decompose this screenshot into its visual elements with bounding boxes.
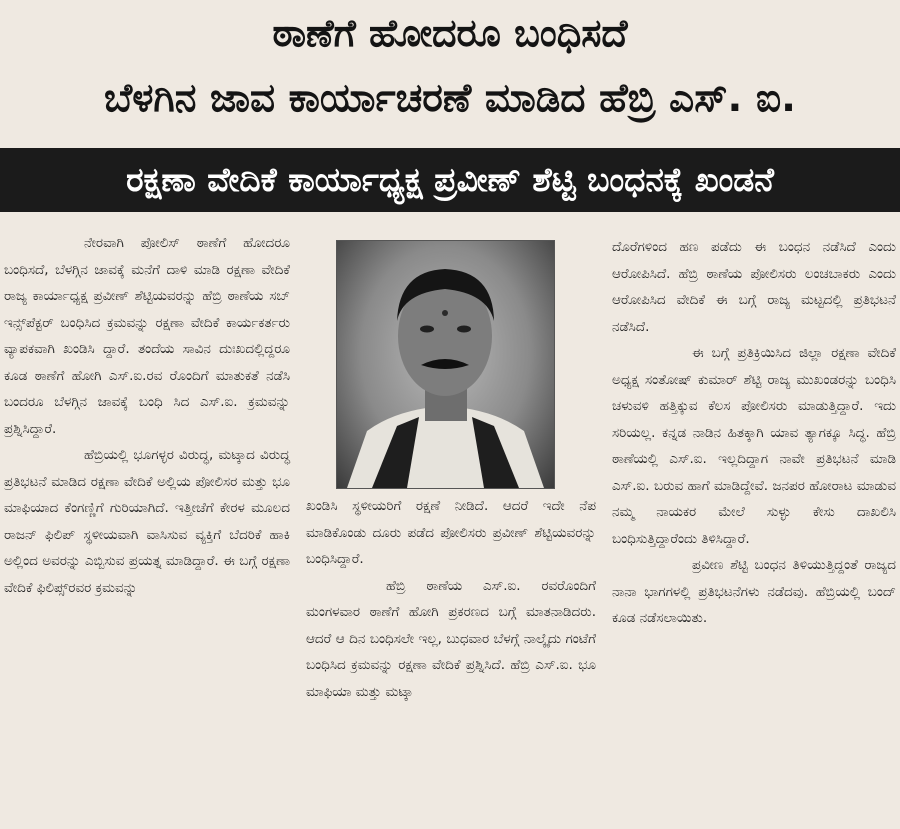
paragraph: ಈ ಬಗ್ಗೆ ಪ್ರತಿಕ್ರಿಯಿಸಿದ ಜಿಲ್ಲಾ ರಕ್ಷಣಾ ವೇದಿಕೆ ಅಧ್ಯಕ್ಷ ಸಂತೋಷ್ ಕುಮಾರ್ ಶೆಟ್ಟಿ ರಾಜ್ಯ ಮುಖಂಡರನ್ನು ಬಂಧಿಸಿ ಚಳುವಳಿ ಹತ್ತಿಕ್ಕುವ ಕೆಲಸ ಪೋಲಿಸರು ಮಾಡುತ್ತಿದ್ದಾರೆ. ಇದು ಸರಿಯಲ್ಲ. ಕನ್ನಡ ನಾಡಿನ ಹಿತಕ್ಕಾಗಿ ಯಾವ ತ್ಯಾಗಕ್ಕೂ ಸಿದ್ಧ. ಹೆಬ್ರಿ ಠಾಣೆಯಲ್ಲಿ ಎಸ್.ಐ. ಇಲ್ಲದಿದ್ದಾಗ ನಾವೇ ಪ್ರತಿಭಟನೆ ಮಾಡಿ ಎಸ್.ಐ. ಬರುವ ಹಾಗೆ ಮಾಡಿದ್ದೇವೆ. ಜನಪರ ಹೋರಾಟ ಮಾಡುವ ನಮ್ಮ ನಾಯಕರ ಮೇಲೆ ಸುಳ್ಳು ಕೇಸು ದಾಖಲಿಸಿ ಬಂಧಿಸುತ್ತಿದ್ದಾರೆಂದು ತಿಳಿಸಿದ್ದಾರೆ. bbox=[612, 345, 896, 547]
headline-line-1: ಠಾಣೆಗೆ ಹೋದರೂ ಬಂಧಿಸದೆ bbox=[272, 11, 628, 55]
portrait-illustration bbox=[337, 241, 554, 488]
headline-line-2: ಬೆಳಗಿನ ಜಾವ ಕಾರ್ಯಾಚರಣೆ ಮಾಡಿದ ಹೆಬ್ರಿ ಎಸ್. ಐ. bbox=[104, 76, 796, 121]
portrait-photo bbox=[336, 240, 555, 489]
paragraph: ಪ್ರವೀಣ ಶೆಟ್ಟಿ ಬಂಧನ ತಿಳಿಯುತ್ತಿದ್ದಂತೆ ರಾಜ್ಯದ ನಾನಾ ಭಾಗಗಳಲ್ಲಿ ಪ್ರತಿಭಟನೆಗಳು ನಡೆದವು. ಹೆಬ್ರಿಯಲ್ಲಿ ಬಂದ್ ಕೂಡ ನಡೆಸಲಾಯಿತು. bbox=[612, 557, 896, 626]
subheadline-banner: ರಕ್ಷಣಾ ವೇದಿಕೆ ಕಾರ್ಯಾಧ್ಯಕ್ಷ ಪ್ರವೀಣ್ ಶೆಟ್ಟಿ ಬಂಧನಕ್ಕೆ ಖಂಡನೆ bbox=[0, 148, 900, 212]
article-column-3 bbox=[612, 234, 896, 632]
paragraph: ಹೆಬ್ರಿ ಠಾಣೆಯ ಎಸ್.ಐ. ರವರೊಂದಿಗೆ ಮಂಗಳವಾರ ಠಾಣೆಗೆ ಹೋಗಿ ಪ್ರಕರಣದ ಬಗ್ಗೆ ಮಾತನಾಡಿದರು. ಆದರೆ ಆ ದಿನ ಬಂಧಿಸಲೇ ಇಲ್ಲ, ಬುಧವಾರ ಬೆಳಗ್ಗೆ ನಾಲ್ಕೈದು ಗಂಟೆಗೆ ಬಂಧಿಸಿದ ಕ್ರಮವನ್ನು ರಕ್ಷಣಾ ವೇದಿಕೆ ಪ್ರಶ್ನಿಸಿದೆ. ಹೆಬ್ರಿ ಎಸ್.ಐ. ಭೂ ಮಾಫಿಯಾ ಮತ್ತು ಮಟ್ಕಾ bbox=[306, 577, 596, 700]
article-column-1 bbox=[4, 230, 290, 601]
paragraph: ದೊರೆಗಳಿಂದ ಹಣ ಪಡೆದು ಈ ಬಂಧನ ನಡೆಸಿದೆ ಎಂದು ಆರೋಪಿಸಿದೆ. ಹೆಬ್ರಿ ಠಾಣೆಯ ಪೋಲಿಸರು ಲಂಚಬಾಕರು ಎಂದು ಆರೋಪಿಸಿದ ವೇದಿಕೆ ಈ ಬಗ್ಗೆ ರಾಜ್ಯ ಮಟ್ಟದಲ್ಲಿ ಪ್ರತಿಭಟನೆ ನಡೆಸಿದೆ. bbox=[612, 239, 896, 335]
paragraph: ಖಂಡಿಸಿ ಸ್ಥಳೀಯರಿಗೆ ರಕ್ಷಣೆ ನೀಡಿದೆ. ಆದರೆ ಇದೇ ನೆಪ ಮಾಡಿಕೊಂಡು ದೂರು ಪಡೆದ ಪೋಲಿಸರು ಪ್ರವೀಣ್ ಶೆಟ್ಟಿಯವರನ್ನು ಬಂಧಿಸಿದ್ದಾರೆ. bbox=[306, 498, 596, 567]
paragraph: ನೇರವಾಗಿ ಪೋಲಿಸ್ ಠಾಣೆಗೆ ಹೋದರೂ ಬಂಧಿಸದೆ, ಬೆಳಗ್ಗಿನ ಜಾವಕ್ಕೆ ಮನೆಗೆ ದಾಳಿ ಮಾಡಿ ರಕ್ಷಣಾ ವೇದಿಕೆ ರಾಜ್ಯ ಕಾರ್ಯಾಧ್ಯಕ್ಷ ಪ್ರವೀಣ್ ಶೆಟ್ಟಿಯವರನ್ನು ಹೆಬ್ರಿ ಠಾಣೆಯ ಸಬ್ ಇನ್ಸ್‌ಪೆಕ್ಟರ್ ಬಂಧಿಸಿದ ಕ್ರಮವನ್ನು ರಕ್ಷಣಾ ವೇದಿಕೆ ಕಾರ್ಯಕರ್ತರು ವ್ಯಾಪಕವಾಗಿ ಖಂಡಿಸಿ ದ್ದಾರೆ. ತಂದೆಯ ಸಾವಿನ ದುಃಖದಲ್ಲಿದ್ದರೂ ಕೂಡ ಠಾಣೆಗೆ ಹೋಗಿ ಎಸ್.ಐ.ರವ ರೊಂದಿಗೆ ಮಾತುಕತೆ ನಡೆಸಿ ಬಂದರೂ ಬೆಳಗ್ಗಿನ ಜಾವಕ್ಕೆ ಬಂಧಿ ಸಿದ ಎಸ್.ಐ. ಕ್ರಮವನ್ನು ಪ್ರಶ್ನಿಸಿದ್ದಾರೆ. bbox=[4, 235, 290, 437]
article-column-2 bbox=[306, 493, 596, 705]
paragraph: ಹೆಬ್ರಿಯಲ್ಲಿ ಭೂಗಳ್ಳರ ವಿರುದ್ಧ, ಮಟ್ಕಾದ ವಿರುದ್ಧ ಪ್ರತಿಭಟನೆ ಮಾಡಿದ ರಕ್ಷಣಾ ವೇದಿಕೆ ಅಲ್ಲಿಯ ಪೋಲಿಸರ ಮತ್ತು ಭೂ ಮಾಫಿಯಾದ ಕೆಂಗಣ್ಣಿಗೆ ಗುರಿಯಾಗಿದೆ. ಇತ್ತೀಚೆಗೆ ಕೇರಳ ಮೂಲದ ರಾಜನ್ ಫಿಲಿಪ್ ಸ್ಥಳೀಯವಾಗಿ ವಾಸಿಸುವ ವ್ಯಕ್ತಿಗೆ ಬೆದರಿಕೆ ಹಾಕಿ ಅಲ್ಲಿಂದ ಅವರನ್ನು ಎಬ್ಬಿಸುವ ಪ್ರಯತ್ನ ಮಾಡಿದ್ದಾರೆ. ಈ ಬಗ್ಗೆ ರಕ್ಷಣಾ ವೇದಿಕೆ ಫಿಲಿಪ್ಸ್‌ರವರ ಕ್ರಮವನ್ನು bbox=[4, 447, 290, 596]
